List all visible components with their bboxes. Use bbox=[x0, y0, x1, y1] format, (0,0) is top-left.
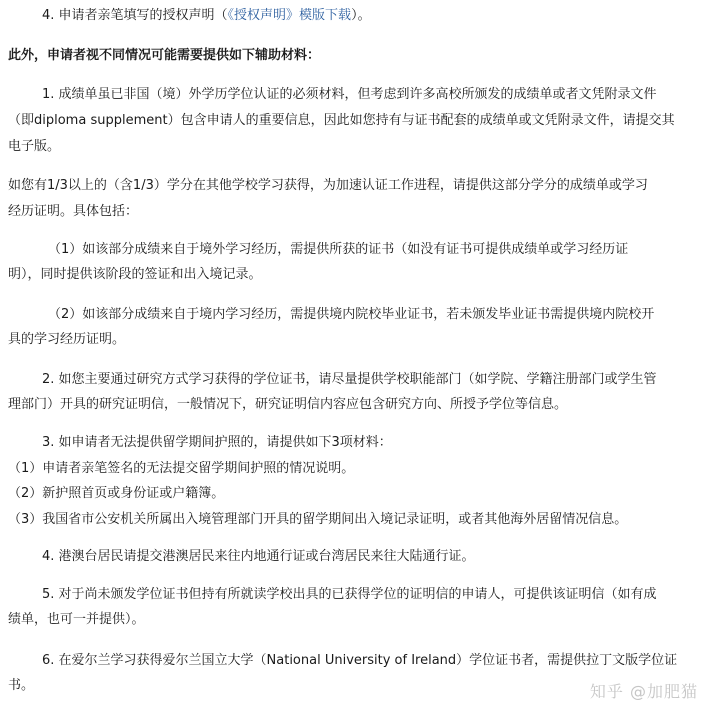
para-3-item-2: （2）新护照首页或身份证或户籍簿。 bbox=[8, 486, 225, 501]
para-1-line-2: （即diploma supplement）包含申请人的重要信息，因此如您持有与证书配套的成绩单或文凭附录文件，请提交其 bbox=[8, 113, 675, 128]
credit-item-2-line-1: （2）如该部分成绩来自于境内学习经历，需提供境内院校毕业证书，若未颁发毕业证书需提供境内院校开 bbox=[48, 307, 655, 322]
credit-item-1-line-1: （1）如该部分成绩来自于境外学习经历，需提供所获的证书（如没有证书可提供成绩单或学习经历证 bbox=[48, 242, 629, 257]
supplementary-heading: 此外，申请者视不同情况可能需要提供如下辅助材料： bbox=[8, 48, 321, 63]
para-1-line-1: 1. 成绩单虽已非国（境）外学历学位认证的必须材料，但考虑到许多高校所颁发的成绩单或者文凭附录文件 bbox=[42, 87, 657, 102]
para-5-line-1: 5. 对于尚未颁发学位证书但持有所就读学校出具的已获得学位的证明信的申请人，可提供该证明信（如有成 bbox=[42, 587, 657, 602]
credit-para-line-2: 经历证明。具体包括： bbox=[8, 204, 139, 219]
para-5-line-2: 绩单，也可一并提供）。 bbox=[8, 612, 145, 627]
credit-item-2-line-2: 具的学习经历证明。 bbox=[8, 332, 126, 347]
para-2-line-2: 理部门）开具的研究证明信，一般情况下，研究证明信内容应包含研究方向、所授予学位等信息。 bbox=[8, 397, 568, 412]
para-3-intro: 3. 如申请者无法提供留学期间护照的，请提供如下3项材料： bbox=[42, 435, 392, 450]
para-3-item-1: （1）申请者亲笔签名的无法提交留学期间护照的情况说明。 bbox=[8, 461, 355, 476]
para-2-line-1: 2. 如您主要通过研究方式学习获得的学位证书，请尽量提供学校职能部门（如学院、学籍注册部门或学生管 bbox=[42, 372, 657, 387]
para-6-line-2: 书。 bbox=[8, 678, 35, 693]
para-1-line-3: 电子版。 bbox=[8, 139, 61, 154]
zhihu-watermark: 知乎 @加肥猫 bbox=[589, 682, 698, 701]
authorization-template-link[interactable]: 《授权声明》模版下载 bbox=[227, 8, 352, 23]
para-4b: 4. 港澳台居民请提交港澳居民来往内地通行证或台湾居民来往大陆通行证。 bbox=[42, 549, 475, 564]
credit-item-1-line-2: 明），同时提供该阶段的签证和出入境记录。 bbox=[8, 267, 262, 282]
credit-para-line-1: 如您有1/3以上的（含1/3）学分在其他学校学习获得，为加速认证工作进程，请提供这部分学分的成绩单或学习 bbox=[8, 178, 648, 193]
item-4-prefix: 4. 申请者亲笔填写的授权声明（ bbox=[42, 8, 228, 23]
para-6-line-1: 6. 在爱尔兰学习获得爱尔兰国立大学（National University of Ireland）学位证书者，需提供拉丁文版学位证 bbox=[42, 653, 678, 668]
item-4-suffix: ）。 bbox=[351, 8, 371, 23]
para-3-item-3: （3）我国省市公安机关所属出入境管理部门开具的留学期间出入境记录证明，或者其他海外居留情况信息。 bbox=[8, 512, 628, 527]
item-4-authorization bbox=[8, 6, 702, 26]
